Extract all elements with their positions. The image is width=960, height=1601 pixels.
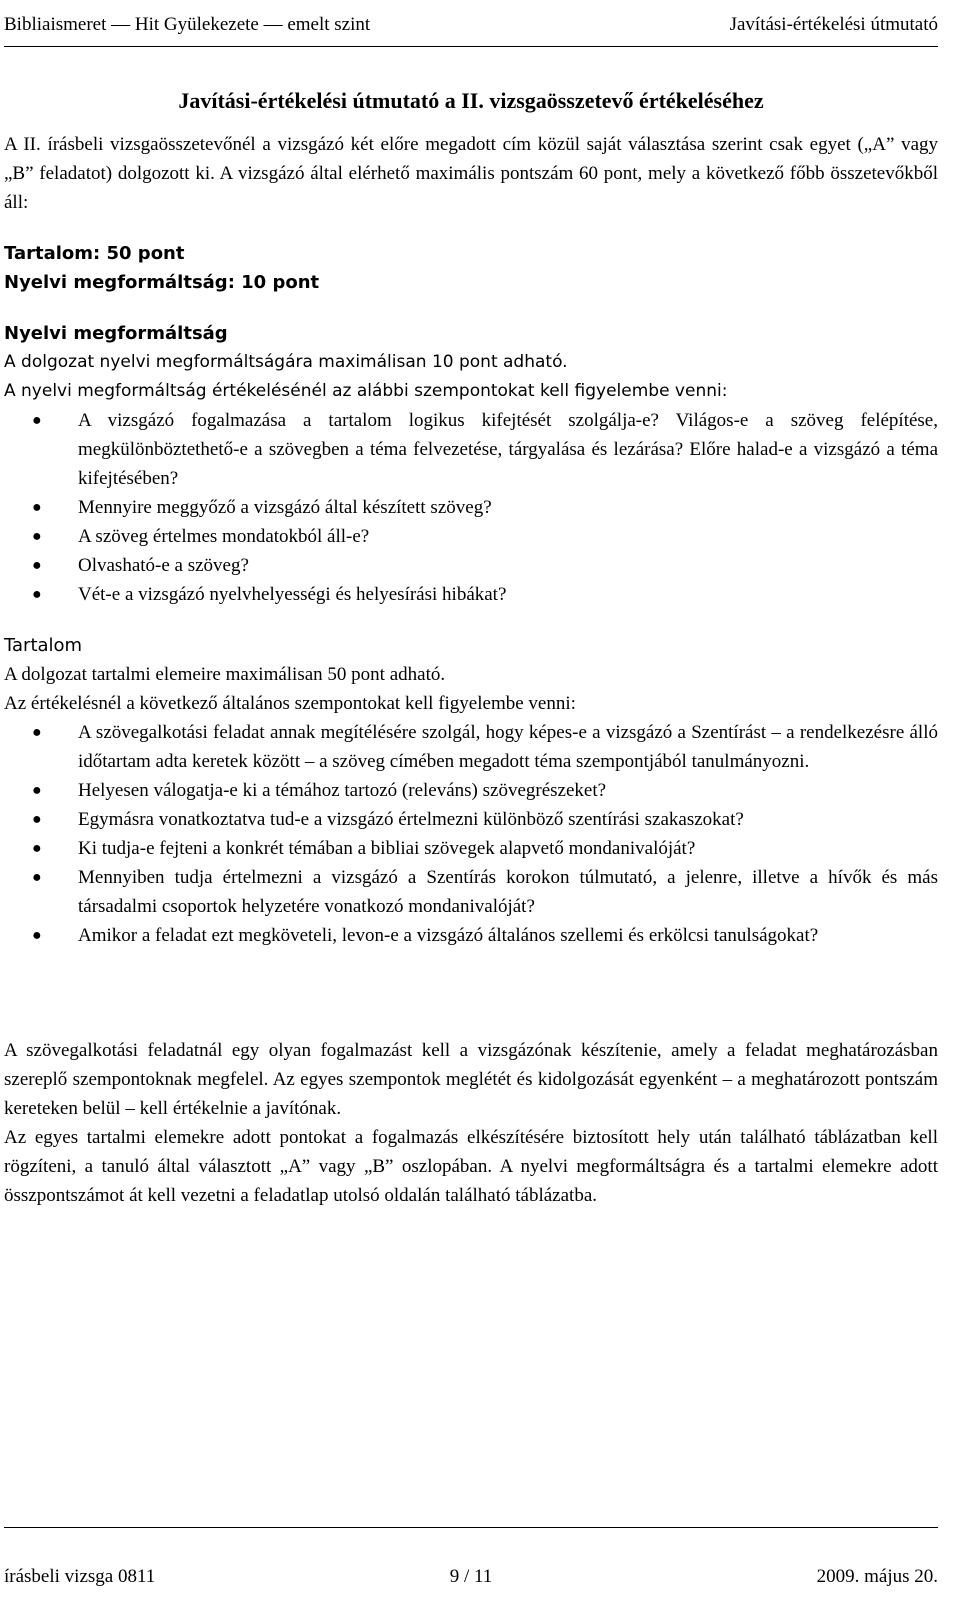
header-right-text: Javítási-értékelési útmutató: [729, 14, 938, 35]
closing-paragraph-2: Az egyes tartalmi elemekre adott pontokat a fogalmazás elkészítésére biztosított hely után található táblázatban kell rögzíteni, a tanuló által választott „A” vagy „B” oszlopában. A nyelvi megformáltságra és a tartalmi elemekre adott összpontszámot át kell vezetni a feladatlap utolsó oldalán található táblázatba.: [4, 1127, 938, 1206]
list-item: ● Mennyiben tudja értelmezni a vizsgázó a Szentírás korokon túlmutató, a jelenre, illetve a hívők és más társadalmi csoportok helyzetére vonatkozó mondanivalóját?: [4, 863, 938, 921]
tartalom-heading: Tartalom: [4, 635, 83, 656]
list-item: ● Mennyire meggyőző a vizsgázó által készített szöveg?: [4, 493, 938, 522]
bullet-icon: ●: [32, 840, 42, 857]
bullet-icon: ●: [32, 782, 42, 799]
nyelvi-line2: A nyelvi megformáltság értékelésénél az alábbi szempontokat kell figyelembe venni:: [4, 381, 728, 401]
nyelvi-list: [4, 406, 938, 609]
bullet-icon: ●: [32, 927, 42, 944]
footer-divider: [4, 1527, 938, 1528]
list-item: ● Amikor a feladat ezt megköveteli, levon-e a vizsgázó általános szellemi és erkölcsi tanulságokat?: [4, 921, 938, 950]
bullet-icon: ●: [32, 811, 42, 828]
footer-date: 2009. május 20.: [816, 1566, 938, 1587]
nyelvi-line1: A dolgozat nyelvi megformáltságára maximálisan 10 pont adható.: [4, 352, 568, 372]
bullet-icon: ●: [32, 869, 42, 886]
bullet-icon: ●: [32, 412, 42, 429]
tartalom-list: [4, 718, 938, 950]
header-divider: [4, 46, 938, 47]
header-left-text: Bibliaismeret — Hit Gyülekezete — emelt szint: [4, 14, 371, 35]
bullet-icon: ●: [32, 528, 42, 545]
list-item: ● A szövegalkotási feladat annak megítélésére szolgál, hogy képes-e a vizsgázó a Szentírást – a rendelkezésre álló időtartam adta keretek között – a szöveg címében megadott téma szempontjából tanulmányozni.: [4, 718, 938, 776]
bullet-icon: ●: [32, 586, 42, 603]
document-title: Javítási-értékelési útmutató a II. vizsgaösszetevő értékeléséhez: [178, 88, 764, 113]
bullet-icon: ●: [32, 724, 42, 741]
bullet-icon: ●: [32, 499, 42, 516]
list-item: ● Helyesen válogatja-e ki a témához tartozó (releváns) szövegrészeket?: [4, 776, 938, 805]
list-item: ● Egymásra vonatkoztatva tud-e a vizsgázó értelmezni különböző szentírási szakaszokat?: [4, 805, 938, 834]
tartalom-line2: Az értékelésnél a következő általános szempontokat kell figyelembe venni:: [4, 693, 576, 714]
score-nyelvi: Nyelvi megformáltság: 10 pont: [4, 272, 320, 293]
page-header: [4, 0, 938, 36]
footer-left-text: írásbeli vizsga 0811: [4, 1566, 156, 1587]
score-tartalom: Tartalom: 50 pont: [4, 243, 185, 264]
list-item: ● A szöveg értelmes mondatokból áll-e?: [4, 522, 938, 551]
page-footer: [4, 1566, 938, 1588]
closing-paragraph-1: A szövegalkotási feladatnál egy olyan fogalmazást kell a vizsgázónak készítenie, amely a feladat meghatározásban szereplő szempontoknak megfelel. Az egyes szempontok meglétét és kidolgozását egyenként – a meghatározott pontszám kereteken belül – kell értékelnie a javítónak.: [4, 1040, 938, 1119]
nyelvi-heading: Nyelvi megformáltság: [4, 323, 228, 344]
bullet-icon: ●: [32, 557, 42, 574]
intro-paragraph: A II. írásbeli vizsgaösszetevőnél a vizsgázó két előre megadott cím közül saját választása szerint csak egyet („A” vagy „B” feladatot) dolgozott ki. A vizsgázó által elérhető maximális pontszám 60 pont, mely a következő főbb összetevőkből áll:: [4, 134, 938, 213]
page-number: 9 / 11: [449, 1566, 493, 1587]
document-body: [4, 86, 938, 1210]
tartalom-line1: A dolgozat tartalmi elemeire maximálisan 50 pont adható.: [4, 664, 446, 685]
list-item: ● A vizsgázó fogalmazása a tartalom logikus kifejtését szolgálja-e? Világos-e a szöveg felépítése, megkülönböztethető-e a szövegben a téma felvezetése, tárgyalása és lezárása? Előre halad-e a vizsgázó a téma kifejtésében?: [4, 406, 938, 493]
list-item: ● Olvasható-e a szöveg?: [4, 551, 938, 580]
list-item: ● Ki tudja-e fejteni a konkrét témában a bibliai szövegek alapvető mondanivalóját?: [4, 834, 938, 863]
list-item: ● Vét-e a vizsgázó nyelvhelyességi és helyesírási hibákat?: [4, 580, 938, 609]
